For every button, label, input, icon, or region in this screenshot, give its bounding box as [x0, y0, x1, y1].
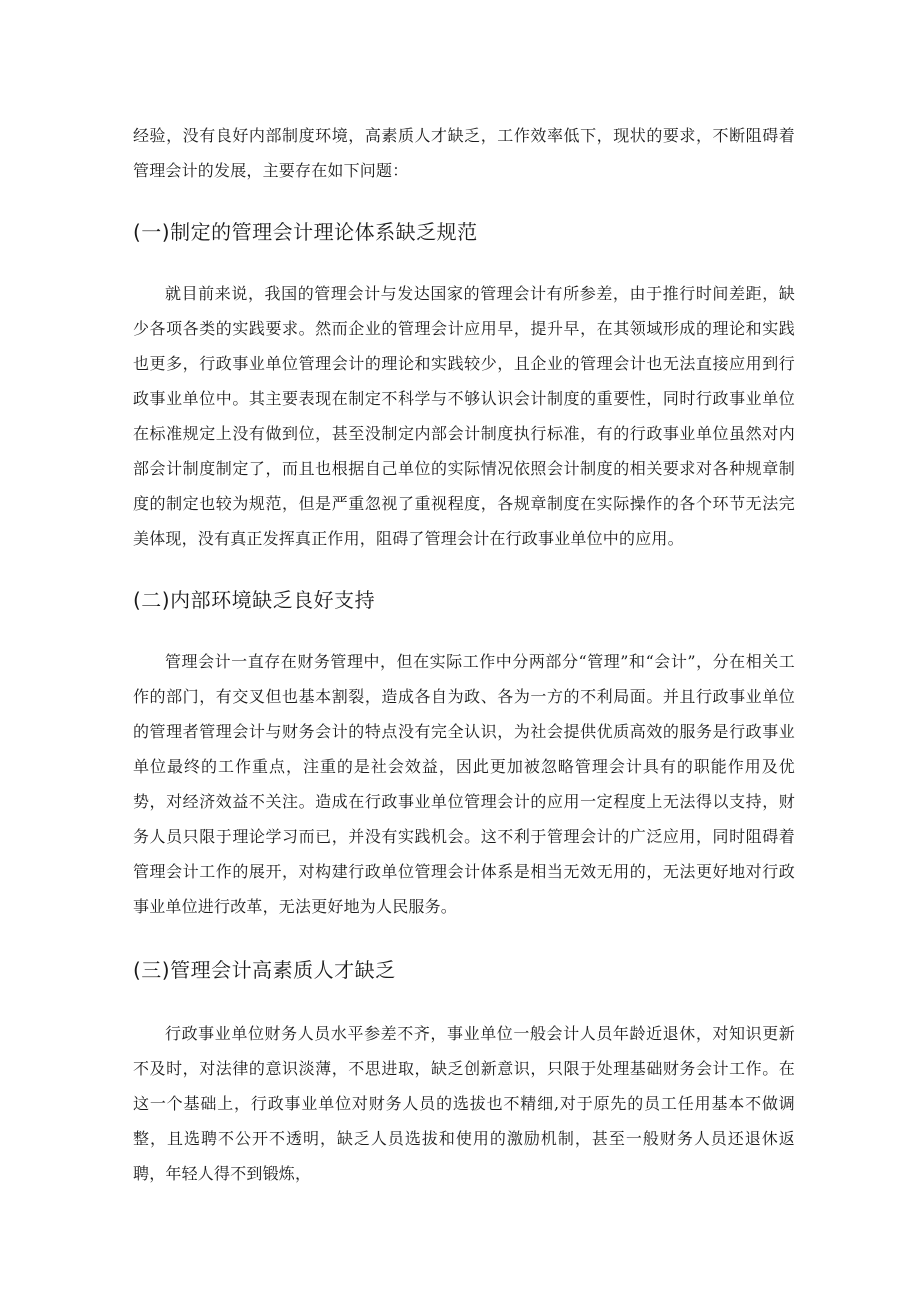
section-heading-3: (三)管理会计高素质人才缺乏 — [133, 958, 396, 982]
document-body — [133, 118, 795, 1191]
intro-paragraph: 经验，没有良好内部制度环境，高素质人才缺乏，工作效率低下，现状的要求，不断阻碍着管理会计的发展，主要存在如下问题： — [133, 126, 795, 180]
section-heading-2: (二)内部环境缺乏良好支持 — [133, 588, 376, 612]
section-body-1: 就目前来说，我国的管理会计与发达国家的管理会计有所参差，由于推行时间差距，缺少各项各类的实践要求。然而企业的管理会计应用早，提升早，在其领域形成的理论和实践也更多，行政事业单位管理会计的理论和实践较少，且企业的管理会计也无法直接应用到行政事业单位中。其主要表现在制定不科学与不够认识会计制度的重要性，同时行政事业单位在标准规定上没有做到位，甚至没制定内部会计制度执行标准，有的行政事业单位虽然对内部会计制度制定了，而且也根据自己单位的实际情况依照会计制度的相关要求对各种规章制度的制定也较为规范，但是严重忽视了重视程度，各规章制度在实际操作的各个环节无法完美体现，没有真正发挥真正作用，阻碍了管理会计在行政事业单位中的应用。 — [133, 284, 795, 548]
section-heading-1: (一)制定的管理会计理论体系缺乏规范 — [133, 220, 478, 244]
section-body-3: 行政事业单位财务人员水平参差不齐，事业单位一般会计人员年龄近退休，对知识更新不及时，对法律的意识淡薄，不思进取，缺乏创新意识，只限于处理基础财务会计工作。在这一个基础上，行政事业单位对财务人员的选拔也不精细,对于原先的员工任用基本不做调整，且选聘不公开不透明，缺乏人员选拔和使用的激励机制，甚至一般财务人员还退休返聘，年轻人得不到锻炼， — [133, 1024, 795, 1183]
section-body-2: 管理会计一直存在财务管理中，但在实际工作中分两部分“管理”和“会计”，分在相关工作的部门，有交叉但也基本割裂，造成各自为政、各为一方的不利局面。并且行政事业单位的管理者管理会计与财务会计的特点没有完全认识，为社会提供优质高效的服务是行政事业单位最终的工作重点，注重的是社会效益，因此更加被忽略管理会计具有的职能作用及优势，对经济效益不关注。造成在行政事业单位管理会计的应用一定程度上无法得以支持，财务人员只限于理论学习而已，并没有实践机会。这不利于管理会计的广泛应用，同时阻碍着管理会计工作的展开，对构建行政单位管理会计体系是相当无效无用的，无法更好地对行政事业单位进行改革，无法更好地为人民服务。 — [133, 652, 795, 916]
